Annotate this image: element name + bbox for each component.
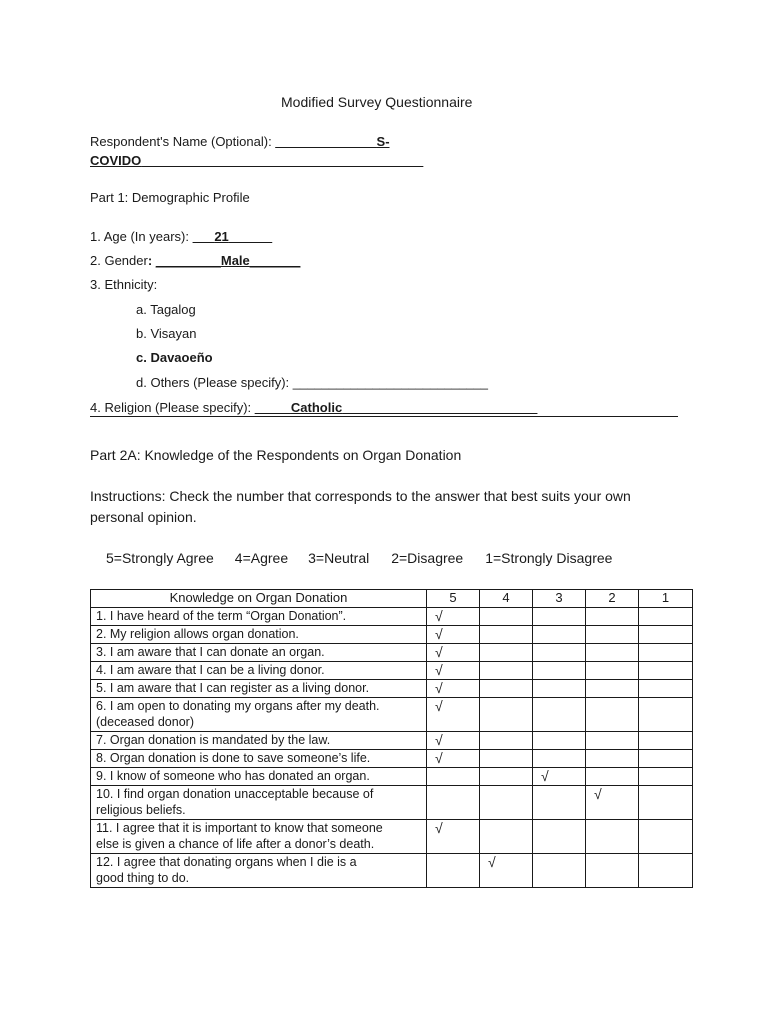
rating-cell-2[interactable]	[586, 768, 639, 786]
religion-label: 4. Religion (Please specify):	[90, 400, 255, 415]
rating-cell-5[interactable]	[427, 854, 480, 888]
statement-text: 9. I know of someone who has donated an organ.	[96, 769, 370, 783]
rating-cell-1[interactable]	[639, 768, 693, 786]
age-line	[90, 229, 272, 244]
gender-line: 2. Gender: _________Male_______	[90, 253, 301, 268]
rating-cell-1[interactable]	[639, 680, 693, 698]
statement-cell	[91, 662, 427, 680]
part2a-heading: Part 2A: Knowledge of the Respondents on Organ Donation	[90, 447, 462, 463]
statement-text: 7. Organ donation is mandated by the law.	[96, 733, 331, 747]
ethnicity-label: 3. Ethnicity:	[90, 277, 158, 292]
table-header-col-2: 2	[586, 590, 639, 608]
table-row	[91, 644, 693, 662]
scale-5: 5=Strongly Agree	[106, 550, 214, 566]
table-row	[91, 854, 693, 888]
table-row	[91, 750, 693, 768]
respondent-name-line	[90, 134, 390, 149]
religion-line	[90, 400, 537, 415]
statement-text-continued: (deceased donor)	[96, 715, 194, 729]
table-header-col-4: 4	[480, 590, 533, 608]
rating-cell-3[interactable]	[533, 698, 586, 732]
rating-cell-3[interactable]	[533, 608, 586, 626]
scale-4: 4=Agree	[234, 550, 289, 566]
check-mark-icon: √	[435, 750, 443, 766]
gender-blank-after: _______	[249, 253, 301, 268]
rating-cell-5[interactable]	[427, 786, 480, 820]
rating-cell-4[interactable]	[480, 854, 533, 888]
rating-cell-3[interactable]	[533, 662, 586, 680]
statement-text: 6. I am open to donating my organs after my death.	[96, 699, 380, 713]
rating-cell-1[interactable]	[639, 626, 693, 644]
rating-cell-2[interactable]	[586, 854, 639, 888]
rating-cell-1[interactable]	[639, 750, 693, 768]
rating-cell-1[interactable]	[639, 820, 693, 854]
age-value: ___21______	[192, 229, 273, 244]
rating-cell-5[interactable]	[427, 626, 480, 644]
check-mark-icon: √	[435, 698, 443, 714]
rating-cell-1[interactable]	[639, 786, 693, 820]
rating-cell-1[interactable]	[639, 644, 693, 662]
table-row	[91, 680, 693, 698]
instructions-line-2: personal opinion.	[90, 509, 197, 525]
rating-cell-3[interactable]	[533, 732, 586, 750]
table-row	[91, 662, 693, 680]
rating-cell-5[interactable]	[427, 698, 480, 732]
statement-cell	[91, 854, 427, 888]
rating-cell-5[interactable]	[427, 644, 480, 662]
rating-cell-4[interactable]	[480, 820, 533, 854]
check-mark-icon: √	[435, 732, 443, 748]
table-row	[91, 626, 693, 644]
rating-cell-1[interactable]	[639, 698, 693, 732]
rating-cell-2[interactable]	[586, 750, 639, 768]
rating-cell-3[interactable]	[533, 680, 586, 698]
rating-cell-3[interactable]	[533, 626, 586, 644]
rating-cell-5[interactable]	[427, 820, 480, 854]
check-mark-icon: √	[435, 626, 443, 642]
statement-cell	[91, 680, 427, 698]
rating-cell-1[interactable]	[639, 608, 693, 626]
statement-text: 5. I am aware that I can register as a living donor.	[96, 681, 370, 695]
rating-cell-3[interactable]	[533, 786, 586, 820]
instructions-line-1: Instructions: Check the number that corresponds to the answer that best suits your own	[90, 488, 631, 504]
check-mark-icon: √	[435, 608, 443, 624]
rating-cell-5[interactable]	[427, 750, 480, 768]
rating-cell-4[interactable]	[480, 644, 533, 662]
statement-cell	[91, 786, 427, 820]
rating-cell-4[interactable]	[480, 732, 533, 750]
statement-text: 8. Organ donation is done to save someone’s life.	[96, 751, 371, 765]
rating-cell-4[interactable]	[480, 750, 533, 768]
table-row	[91, 698, 693, 732]
rating-cell-4[interactable]	[480, 608, 533, 626]
check-mark-icon: √	[541, 768, 549, 784]
scale-legend	[106, 550, 612, 566]
ethnicity-option-visayan: b. Visayan	[136, 326, 197, 341]
religion-value: _____Catholic___________________________	[254, 400, 538, 415]
statement-text-continued: religious beliefs.	[96, 803, 186, 817]
check-mark-icon: √	[594, 786, 602, 802]
part1-heading: Part 1: Demographic Profile	[90, 190, 250, 205]
table-row	[91, 732, 693, 750]
respondent-name-value-1: S-	[376, 134, 390, 149]
scale-1: 1=Strongly Disagree	[485, 550, 613, 566]
rating-cell-5[interactable]	[427, 662, 480, 680]
rating-cell-5[interactable]	[427, 732, 480, 750]
rating-cell-2[interactable]	[586, 698, 639, 732]
gender-label: 2. Gender	[90, 253, 148, 268]
statement-cell	[91, 820, 427, 854]
statement-text-continued: good thing to do.	[96, 871, 190, 885]
rating-cell-4[interactable]	[480, 662, 533, 680]
respondent-name-label: Respondent's Name (Optional):	[90, 134, 276, 149]
rating-cell-3[interactable]	[533, 768, 586, 786]
document-title: Modified Survey Questionnaire	[281, 94, 473, 110]
rating-cell-2[interactable]	[586, 662, 639, 680]
ethnicity-option-others: d. Others (Please specify): ___________________________	[136, 375, 488, 390]
table-row	[91, 820, 693, 854]
statement-cell	[91, 644, 427, 662]
table-header-col-3: 3	[533, 590, 586, 608]
table-row	[91, 768, 693, 786]
rating-cell-3[interactable]	[533, 854, 586, 888]
rating-cell-3[interactable]	[533, 820, 586, 854]
statement-text: 10. I find organ donation unacceptable because of	[96, 787, 374, 801]
table-header-col-1: 1	[639, 590, 693, 608]
gender-blank-before: _________	[155, 253, 221, 268]
table-header-row	[91, 590, 693, 608]
rating-cell-2[interactable]	[586, 820, 639, 854]
table-header-statement: Knowledge on Organ Donation	[91, 590, 427, 608]
check-mark-icon: √	[435, 680, 443, 696]
rating-cell-2[interactable]	[586, 626, 639, 644]
check-mark-icon: √	[435, 820, 443, 836]
statement-text-continued: else is given a chance of life after a donor’s death.	[96, 837, 375, 851]
table-row	[91, 608, 693, 626]
table-row	[91, 786, 693, 820]
rating-cell-2[interactable]	[586, 608, 639, 626]
age-label: 1. Age (In years):	[90, 229, 193, 244]
check-mark-icon: √	[435, 644, 443, 660]
statement-text: 4. I am aware that I can be a living donor.	[96, 663, 325, 677]
rating-cell-5[interactable]	[427, 768, 480, 786]
rating-cell-2[interactable]	[586, 644, 639, 662]
rating-cell-4[interactable]	[480, 626, 533, 644]
rating-cell-3[interactable]	[533, 644, 586, 662]
rating-cell-1[interactable]	[639, 662, 693, 680]
statement-cell	[91, 750, 427, 768]
statement-cell	[91, 608, 427, 626]
gender-value: Male	[220, 253, 250, 268]
statement-cell	[91, 698, 427, 732]
rating-cell-4[interactable]	[480, 680, 533, 698]
statement-text: 1. I have heard of the term “Organ Donation”.	[96, 609, 347, 623]
rating-cell-4[interactable]	[480, 698, 533, 732]
statement-text: 2. My religion allows organ donation.	[96, 627, 299, 641]
respondent-name-line-2	[90, 153, 423, 168]
rating-cell-5[interactable]	[427, 608, 480, 626]
religion-underline	[90, 416, 678, 417]
table-header-col-5: 5	[427, 590, 480, 608]
rating-cell-1[interactable]	[639, 732, 693, 750]
rating-cell-5[interactable]	[427, 680, 480, 698]
respondent-blank-before: ______________	[275, 134, 377, 149]
rating-cell-2[interactable]	[586, 680, 639, 698]
statement-text: 3. I am aware that I can donate an organ.	[96, 645, 325, 659]
respondent-name-value-2: COVIDO	[90, 153, 142, 168]
scale-2: 2=Disagree	[391, 550, 464, 566]
respondent-blank-after: _______________________________________	[141, 153, 424, 168]
rating-cell-4[interactable]	[480, 786, 533, 820]
check-mark-icon: √	[435, 662, 443, 678]
rating-cell-4[interactable]	[480, 768, 533, 786]
rating-cell-2[interactable]	[586, 732, 639, 750]
ethnicity-option-davaoeno: c. Davaoeño	[136, 350, 213, 365]
statement-cell	[91, 732, 427, 750]
rating-cell-3[interactable]	[533, 750, 586, 768]
check-mark-icon: √	[488, 854, 496, 870]
scale-3: 3=Neutral	[308, 550, 370, 566]
rating-cell-1[interactable]	[639, 854, 693, 888]
statement-text: 11. I agree that it is important to know that someone	[96, 821, 383, 835]
ethnicity-option-tagalog: a. Tagalog	[136, 302, 196, 317]
statement-cell	[91, 626, 427, 644]
rating-cell-2[interactable]	[586, 786, 639, 820]
statement-text: 12. I agree that donating organs when I die is a	[96, 855, 357, 869]
knowledge-table	[90, 589, 693, 888]
statement-cell	[91, 768, 427, 786]
